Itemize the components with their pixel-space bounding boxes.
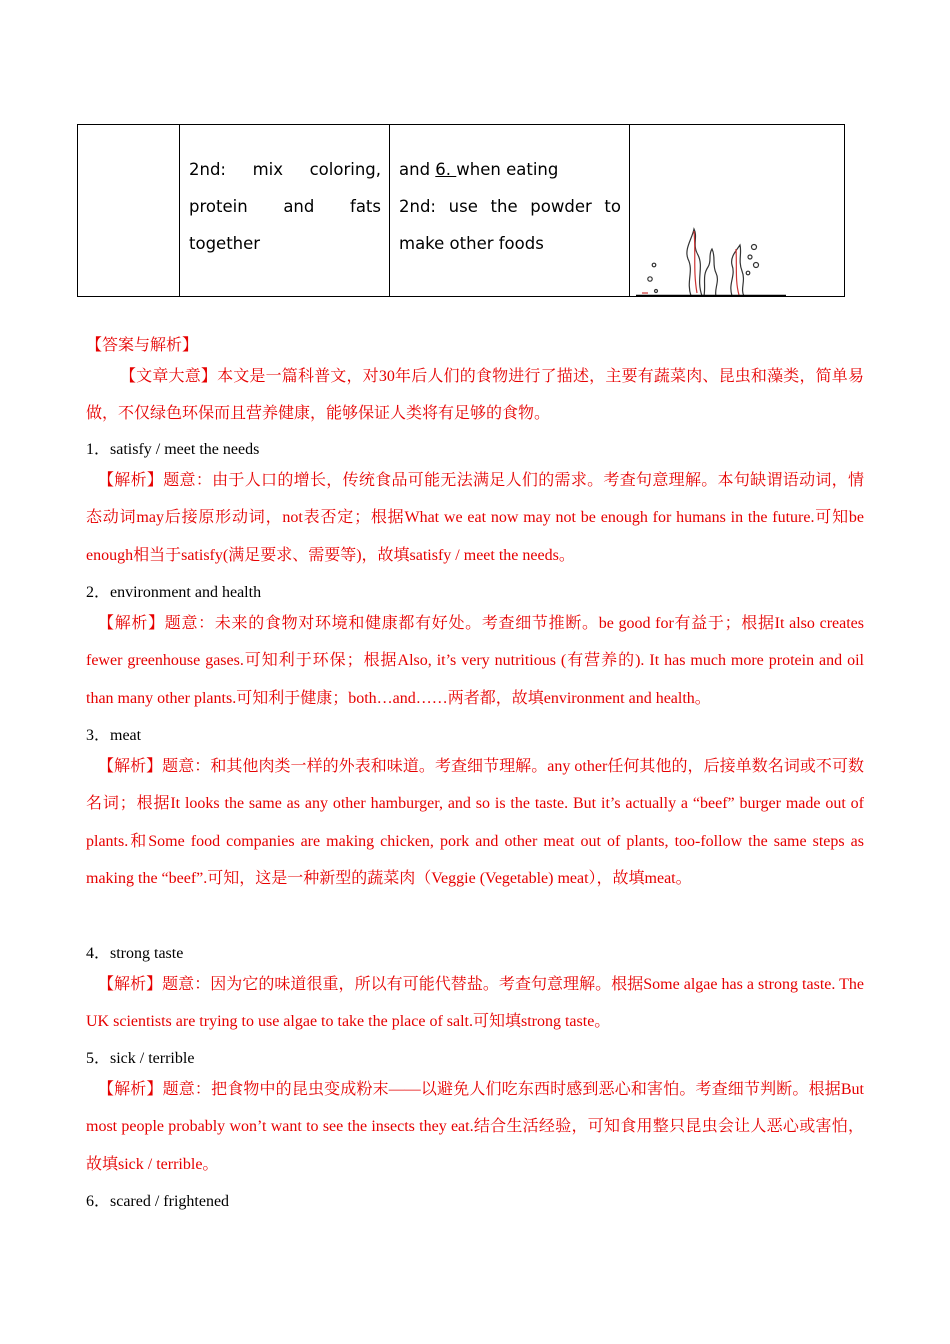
article-summary: 【文章大意】本文是一篇科普文，对30年后人们的食物进行了描述，主要有蔬菜肉、昆虫和藻类，简单易做，不仅绿色环保而且营养健康，能够保证人类将有足够的食物。 [86,368,864,423]
answer-item-2: 2．environment and health [86,584,262,601]
cell-word: coloring, [309,160,381,179]
explanation-1: 【解析】题意：由于人口的增长，传统食品可能无法满足人们的需求。考查句意理解。本句缺谓语动词，情态动词may后接原形动词，not表否定；根据What we eat now may not be enough for humans in the future.可知be enough相当于satisfy(满足要求、需要等)，故填satisfy / meet the needs。 [86,472,864,564]
cell-text: and [399,160,436,179]
explanation-2: 【解析】题意：未来的食物对环境和健康都有好处。考查细节推断。be good for有益于；根据It also creates fewer greenhouse gases.可知利于环保；根据Also, it’s very nutritious (有营养的). It has much more protein and oil than many other plants.可知利于健康；both…and……两者都，故填environment and health。 [86,615,864,707]
cell-word: and [283,197,315,216]
cell-word: 2nd: [189,160,226,179]
answer-blank-6: 6. [435,160,457,179]
explanation-5: 【解析】题意：把食物中的昆虫变成粉末——以避免人们吃东西时感到恶心和害怕。考查细节判断。根据But most people probably won’t want to see the insects they eat.结合生活经验，可知食用整只昆虫会让人恶心或害怕，故填sick / terrible。 [86,1081,864,1173]
cell-word: fats [350,197,382,216]
cell-word: mix [252,160,284,179]
cell-word: protein [189,197,248,216]
answer-item-4: 4．strong taste [86,945,184,962]
answer-section-header: 【答案与解析】 [86,337,199,354]
table-cell-illustration [630,125,845,297]
table-cell-empty [78,125,180,297]
answer-item-3: 3．meat [86,727,142,744]
cell-text: 2nd: use the powder to [399,197,621,216]
answer-item-6: 6．scared / frightened [86,1193,230,1210]
explanation-3: 【解析】题意：和其他肉类一样的外表和味道。考查细节理解。any other任何其他的，后接单数名词或不可数名词；根据It looks the same as any other hamburger, and so is the taste. But it’s actually a “beef” burger made out of plants.和Some food companies are making chicken, pork and other meat out of plants, too-follow the same steps as making the “beef”.可知，这是一种新型的蔬菜肉（Veggie (Vegetable) meat），故填meat。 [86,758,864,887]
table-row [78,125,845,297]
cell-text: make other foods [399,234,544,253]
explanation-4: 【解析】题意：因为它的味道很重，所以有可能代替盐。考查句意理解。根据Some algae has a strong taste. The UK scientists are trying to use algae to take the place of salt.可知填strong taste。 [86,976,864,1031]
answer-item-5: 5．sick / terrible [86,1050,195,1067]
content-table [77,124,845,297]
answer-item-1: 1．satisfy / meet the needs [86,441,260,458]
cell-text: when eating [456,160,559,179]
table-cell-step2-powder [390,125,630,297]
table-cell-step2-mix [180,125,390,297]
seaweed-illustration-icon [636,221,786,296]
cell-word: together [189,234,261,253]
